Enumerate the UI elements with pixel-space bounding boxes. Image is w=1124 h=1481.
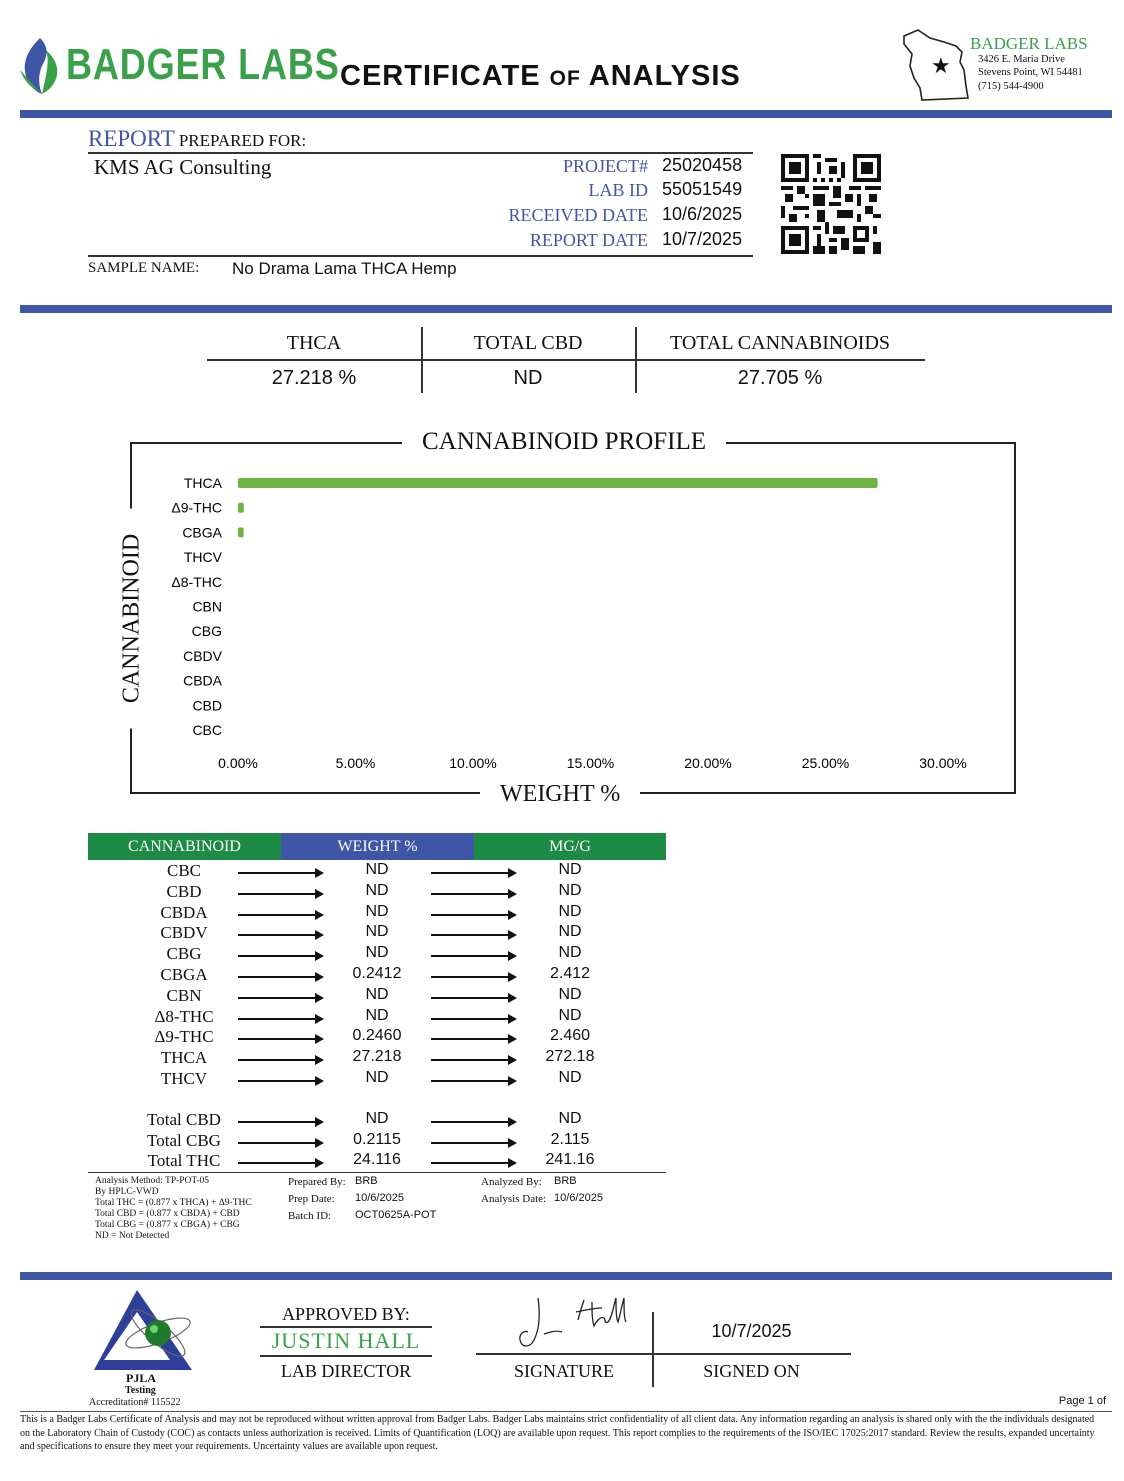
- row-arrow: [238, 1162, 322, 1164]
- row-cannabinoid-name: Δ9-THC: [154, 1027, 214, 1047]
- row-arrow: [238, 1018, 322, 1020]
- batch-id-label: Batch ID:: [288, 1210, 332, 1222]
- prep-date-value: 10/6/2025: [355, 1192, 404, 1204]
- batch-id-value: OCT0625A-POT: [355, 1209, 437, 1221]
- y-tick-label: CBGA: [182, 524, 222, 541]
- qr-code[interactable]: [781, 154, 881, 254]
- signed-on-label: SIGNED ON: [703, 1361, 800, 1381]
- wisconsin-map-icon: [900, 26, 974, 102]
- row-weight-value: ND: [365, 985, 389, 1003]
- table-header-weight: WEIGHT %: [281, 833, 474, 860]
- approved-by-label: APPROVED BY:: [282, 1304, 410, 1324]
- x-tick-label: 10.00%: [449, 755, 497, 771]
- row-cannabinoid-name: Total CBG: [147, 1130, 221, 1150]
- received-date-value: 10/6/2025: [662, 204, 743, 224]
- sample-name-label: SAMPLE NAME:: [88, 260, 200, 276]
- row-weight-value: 27.218: [352, 1048, 402, 1066]
- row-arrow: [431, 1162, 515, 1164]
- svg-text:★: ★: [931, 54, 951, 79]
- row-mgg-value: 272.18: [545, 1048, 595, 1066]
- accreditation-number: Accreditation# 115522: [89, 1397, 181, 1408]
- pjla-testing: Testing: [125, 1385, 156, 1396]
- footer-divider: [20, 1272, 1112, 1280]
- row-mgg-value: ND: [558, 881, 582, 899]
- row-arrow: [431, 1142, 515, 1144]
- y-tick-label: Δ8-THC: [171, 573, 222, 590]
- lab-phone: (715) 544-4900: [978, 81, 1044, 92]
- row-cannabinoid-name: CBN: [166, 985, 202, 1005]
- row-arrow: [238, 893, 322, 895]
- row-cannabinoid-name: Total THC: [147, 1151, 221, 1170]
- row-cannabinoid-name: CBGA: [160, 965, 208, 984]
- page-number: Page 1 of: [1058, 1395, 1106, 1407]
- row-arrow: [431, 955, 515, 957]
- report-date-value: 10/7/2025: [662, 229, 743, 249]
- row-cannabinoid-name: CBC: [166, 861, 202, 880]
- row-weight-value: 0.2460: [352, 1027, 402, 1045]
- y-tick-label: CBD: [192, 697, 222, 714]
- rule: [260, 1355, 432, 1357]
- x-tick-label: 30.00%: [919, 755, 967, 771]
- lab-address-1: 3426 E. Maria Drive: [978, 54, 1065, 65]
- report-prepared-for: REPORT PREPARED FOR:: [88, 126, 307, 151]
- row-arrow: [238, 955, 322, 957]
- y-tick-label: CBC: [192, 722, 222, 738]
- signature-label: SIGNATURE: [513, 1361, 614, 1381]
- row-cannabinoid-name: THCA: [160, 1048, 208, 1068]
- y-tick-label: CBN: [192, 598, 222, 615]
- row-arrow: [238, 934, 322, 936]
- section-divider: [20, 305, 1112, 313]
- row-arrow: [238, 1080, 322, 1082]
- row-arrow: [431, 934, 515, 936]
- project-value: 25020458: [662, 155, 743, 175]
- signature-image: [510, 1292, 630, 1352]
- footer-rule: [20, 1411, 1112, 1412]
- row-arrow: [431, 1080, 515, 1082]
- cannabinoid-profile-chart: [160, 460, 980, 790]
- y-tick-label: CBDA: [183, 672, 222, 689]
- row-arrow: [238, 976, 322, 978]
- row-arrow: [431, 893, 515, 895]
- row-arrow: [238, 997, 322, 999]
- row-cannabinoid-name: Total CBD: [147, 1110, 221, 1129]
- row-arrow: [238, 1059, 322, 1061]
- sample-name-value: No Drama Lama THCA Hemp: [232, 259, 457, 278]
- report-date-label: REPORT DATE: [529, 230, 648, 250]
- method-notes: Analysis Method: TP-POT-05 By HPLC-VWD Total THC = (0.877 x THCA) + Δ9-THC Total CBD = (0.877 x CBDA) + CBD Total CBG = (0.877 x CBGA) + CBG ND = Not Detected: [95, 1176, 252, 1241]
- pjla-logo-icon: [92, 1288, 202, 1378]
- bar: [238, 478, 878, 488]
- y-tick-label: THCA: [183, 475, 222, 491]
- row-mgg-value: 2.412: [549, 965, 591, 982]
- row-cannabinoid-name: THCV: [160, 1069, 208, 1088]
- row-weight-value: ND: [365, 1110, 389, 1127]
- chart-title: CANNABINOID PROFILE: [402, 428, 726, 456]
- row-arrow: [238, 1121, 322, 1123]
- x-tick-label: 5.00%: [335, 755, 376, 771]
- analyzed-by-label: Analyzed By:: [481, 1176, 542, 1188]
- header-divider: [20, 110, 1112, 118]
- summary-total-cannabinoids-value: 27.705 %: [737, 367, 823, 389]
- row-mgg-value: 2.460: [549, 1027, 591, 1045]
- y-tick-label: Δ9-THC: [171, 499, 222, 516]
- row-weight-value: ND: [365, 944, 389, 962]
- row-arrow: [238, 872, 322, 874]
- summary-thca-header: THCA: [286, 332, 342, 354]
- signature-rule: [476, 1353, 851, 1355]
- summary-total-cbd-value: ND: [513, 367, 543, 389]
- row-arrow: [431, 1038, 515, 1040]
- row-arrow: [431, 1059, 515, 1061]
- row-arrow: [238, 1038, 322, 1040]
- row-arrow: [238, 914, 322, 916]
- summary-thca-value: 27.218 %: [271, 367, 357, 389]
- row-cannabinoid-name: CBDV: [160, 923, 208, 943]
- row-weight-value: ND: [365, 902, 389, 920]
- row-mgg-value: 241.16: [545, 1151, 595, 1168]
- x-tick-label: 0.00%: [218, 755, 258, 771]
- row-mgg-value: ND: [558, 1110, 582, 1127]
- bar: [238, 527, 244, 537]
- row-weight-value: 24.116: [353, 1151, 401, 1168]
- table-header-cannabinoid: CANNABINOID: [88, 833, 281, 860]
- table-bottom-rule: [88, 1172, 666, 1173]
- signed-date: 10/7/2025: [711, 1321, 792, 1341]
- row-mgg-value: ND: [558, 902, 582, 920]
- row-arrow: [431, 1121, 515, 1123]
- rule: [88, 255, 753, 257]
- y-tick-label: THCV: [183, 549, 222, 566]
- rule: [88, 152, 753, 154]
- summary-total-cannabinoids-header: TOTAL CANNABINOIDS: [669, 332, 891, 354]
- row-mgg-value: ND: [558, 944, 582, 962]
- row-arrow: [238, 1142, 322, 1144]
- row-arrow: [431, 872, 515, 874]
- bar: [238, 503, 244, 513]
- x-tick-label: 20.00%: [684, 755, 732, 771]
- row-cannabinoid-name: CBG: [166, 944, 202, 964]
- y-tick-label: CBDV: [183, 647, 222, 664]
- row-arrow: [431, 1018, 515, 1020]
- row-cannabinoid-name: CBD: [166, 881, 202, 901]
- row-weight-value: ND: [365, 1069, 389, 1086]
- logo-text: BADGER LABS: [66, 40, 340, 89]
- row-weight-value: ND: [365, 1006, 389, 1024]
- row-arrow: [431, 997, 515, 999]
- director-name: JUSTIN HALL: [271, 1328, 421, 1353]
- chart-x-label: WEIGHT %: [480, 781, 640, 808]
- row-mgg-value: ND: [558, 1006, 582, 1024]
- disclaimer: This is a Badger Labs Certificate of Analysis and may not be reproduced without written approval from Badger Labs. Badger Labs maintains strict confidentiality of all client data. Any information regarding an analysis is shared only with the the individuals designated on the Laboratory Chain of Custody (COC) as contacts unless authorization is received. Limits of Quantification (LOQ) are available upon request. This report complies to the requirements of the ISO/IEC 17025:2017 standard. Review the results, expanded uncertainty and specifications to ensure they meet your requirements. Uncertainty values are available upon request.: [20, 1414, 1095, 1452]
- row-weight-value: 0.2412: [352, 965, 402, 982]
- row-arrow: [431, 976, 515, 978]
- table-header-mgg: MG/G: [474, 833, 666, 860]
- row-mgg-value: ND: [558, 985, 582, 1003]
- x-tick-label: 15.00%: [566, 755, 615, 771]
- leaf-icon: [18, 36, 62, 96]
- row-weight-value: 0.2115: [353, 1130, 401, 1148]
- lab-name: BADGER LABS: [970, 34, 1088, 53]
- summary-rule: [207, 359, 925, 361]
- lab-id-label: LAB ID: [588, 180, 648, 200]
- pjla-label: PJLA: [126, 1371, 156, 1385]
- chart-y-label: CANNABINOID: [119, 509, 146, 729]
- row-cannabinoid-name: CBDA: [160, 902, 208, 922]
- client-name: KMS AG Consulting: [94, 155, 272, 179]
- prep-date-label: Prep Date:: [288, 1193, 335, 1205]
- row-weight-value: ND: [365, 881, 389, 899]
- row-mgg-value: 2.115: [550, 1130, 590, 1148]
- page-title: CERTIFICATE OF ANALYSIS: [340, 60, 741, 92]
- badger-labs-logo: [18, 36, 340, 98]
- row-weight-value: ND: [365, 923, 389, 941]
- lab-address-2: Stevens Point, WI 54481: [978, 67, 1083, 78]
- row-mgg-value: ND: [558, 923, 582, 941]
- analyzed-by-value: BRB: [554, 1175, 577, 1187]
- analysis-date-value: 10/6/2025: [554, 1192, 603, 1204]
- row-mgg-value: ND: [558, 1069, 582, 1086]
- received-date-label: RECEIVED DATE: [508, 205, 648, 225]
- project-label: PROJECT#: [562, 156, 648, 176]
- prepared-by-value: BRB: [355, 1175, 378, 1187]
- lab-id-value: 55051549: [662, 179, 743, 199]
- row-arrow: [431, 914, 515, 916]
- prepared-by-label: Prepared By:: [288, 1176, 346, 1188]
- row-cannabinoid-name: Δ8-THC: [154, 1006, 214, 1026]
- row-weight-value: ND: [365, 861, 389, 878]
- x-tick-label: 25.00%: [801, 755, 850, 771]
- row-mgg-value: ND: [558, 861, 582, 878]
- summary-total-cbd-header: TOTAL CBD: [473, 332, 583, 354]
- y-tick-label: CBG: [191, 623, 222, 640]
- director-title: LAB DIRECTOR: [280, 1361, 412, 1381]
- analysis-date-label: Analysis Date:: [481, 1193, 547, 1205]
